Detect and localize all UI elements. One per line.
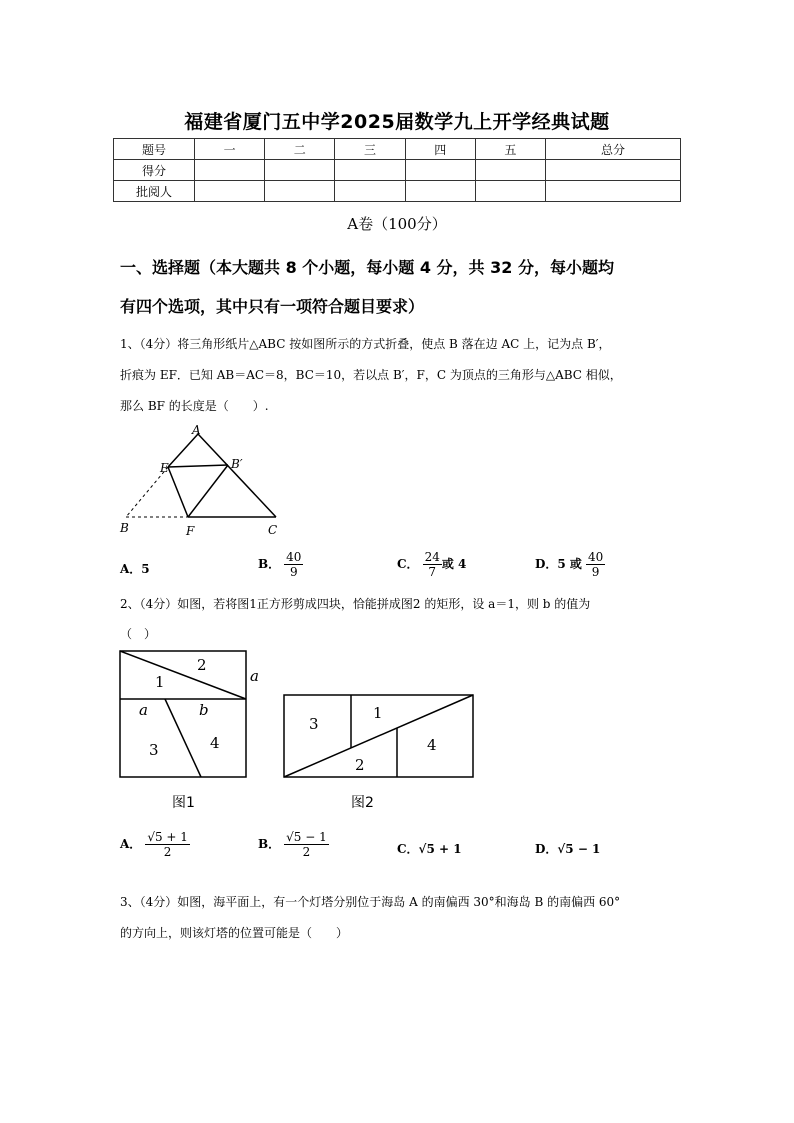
numerator: 40 [587, 550, 604, 564]
numerator: 40 [286, 550, 302, 564]
q3-line1: 3、（4分）如图，海平面上，有一个灯塔分别位于海岛 A 的南偏西 30°和海岛 B 的南偏西 60° [120, 895, 621, 909]
q2-line1: 2、（4分）如图，若将图1正方形剪成四块，恰能拼成图2 的矩形，设 a＝1，则 b 的值为 [120, 597, 591, 611]
fraction [586, 550, 605, 579]
q1-option-c[interactable] [397, 550, 466, 579]
option-suffix: 或 4 [441, 557, 467, 571]
q2-option-c[interactable]: C．√5 + 1 [397, 842, 462, 856]
fig2-piece-1: 1 [373, 704, 383, 722]
table-cell [475, 160, 545, 181]
option-prefix: D．5 或 [535, 557, 582, 571]
fig1-caption: 图1 [172, 795, 195, 811]
table-cell: 得分 [114, 160, 195, 181]
label-a: A [192, 423, 201, 437]
fig1-label-a-top: a [139, 701, 148, 719]
denominator: 2 [302, 845, 311, 859]
denominator: 7 [428, 565, 437, 579]
table-cell [475, 181, 545, 202]
option-prefix: C． [397, 557, 419, 571]
option-prefix: B． [258, 837, 281, 851]
table-cell: 总分 [546, 139, 681, 160]
fold-line-ef [168, 467, 188, 517]
table-cell: 五 [475, 139, 545, 160]
option-prefix: B． [258, 557, 281, 571]
q1-option-b[interactable] [258, 550, 303, 579]
table-cell [265, 181, 335, 202]
score-table-row [114, 160, 681, 181]
table-cell: 题号 [114, 139, 195, 160]
q2-option-a[interactable] [120, 830, 190, 859]
table-cell: 二 [265, 139, 335, 160]
label-b-prime: B′ [231, 457, 243, 471]
fig1-slant-cut [165, 699, 201, 777]
table-cell: 四 [405, 139, 475, 160]
page-title: 福建省厦门五中学2025届数学九上开学经典试题 [184, 111, 610, 133]
numerator: √5 − 1 [286, 830, 327, 844]
fig1-piece-1: 1 [155, 673, 165, 691]
fig2-piece-4: 4 [427, 736, 437, 754]
q2-line2: （ ） [120, 627, 157, 641]
numerator: √5 + 1 [147, 830, 188, 844]
table-cell [405, 181, 475, 202]
fig1-label-b-top: b [199, 701, 209, 719]
label-c: C [268, 523, 278, 537]
q2-option-d[interactable]: D．√5 − 1 [535, 842, 601, 856]
label-b: B [120, 521, 129, 535]
fig2-piece-3: 3 [309, 715, 319, 733]
q1-line2: 折痕为 EF．已知 AB＝AC＝8，BC＝10，若以点 B′，F，C 为顶点的三角形与△ABC 相似， [120, 368, 622, 382]
denominator: 2 [163, 845, 172, 859]
fig1-piece-2: 2 [197, 656, 207, 674]
table-cell [405, 160, 475, 181]
part1-heading-line2: 有四个选项，其中只有一项符合题目要求） [120, 297, 425, 316]
side-ac [198, 434, 276, 517]
score-table [113, 138, 681, 202]
denominator: 9 [289, 565, 298, 579]
label-e: E [160, 461, 169, 475]
fraction [423, 550, 442, 579]
table-cell [546, 160, 681, 181]
table-cell [546, 181, 681, 202]
fig2-piece-2: 2 [355, 756, 365, 774]
table-cell [335, 181, 405, 202]
numerator: 24 [424, 550, 440, 564]
q2-option-b[interactable] [258, 830, 329, 859]
segment-fb-prime [188, 465, 228, 517]
part1-heading-line1: 一、选择题（本大题共 8 个小题，每小题 4 分，共 32 分，每小题均 [120, 258, 614, 277]
fig1-label-a-side: a [250, 667, 259, 685]
fig1-piece-3: 3 [149, 741, 159, 759]
label-f: F [186, 524, 195, 538]
q3-line2: 的方向上，则该灯塔的位置可能是（ ） [120, 926, 349, 940]
q1-triangle-figure [110, 422, 300, 542]
segment-eb-prime [168, 465, 228, 467]
table-cell [195, 160, 265, 181]
fig1-diagonal-cut [120, 651, 246, 699]
q2-figures [115, 645, 485, 815]
denominator: 9 [591, 565, 600, 579]
fraction [284, 830, 329, 859]
q1-line3: 那么 BF 的长度是（ ）. [120, 399, 269, 413]
table-cell: 批阅人 [114, 181, 195, 202]
score-table-row [114, 181, 681, 202]
fig1-piece-4: 4 [210, 734, 220, 752]
table-cell [265, 160, 335, 181]
option-prefix: A． [120, 837, 142, 851]
fraction [145, 830, 190, 859]
score-table-header-row [114, 139, 681, 160]
q1-option-d[interactable] [535, 550, 605, 579]
table-cell: 三 [335, 139, 405, 160]
table-cell [335, 160, 405, 181]
q1-line1: 1、（4分）将三角形纸片△ABC 按如图所示的方式折叠，使点 B 落在边 AC 上，记为点 B′， [120, 337, 611, 351]
section-a-label: A卷（100分） [347, 215, 447, 233]
side-ae [168, 434, 198, 467]
table-cell: 一 [195, 139, 265, 160]
q1-option-a[interactable]: A．5 [120, 562, 150, 576]
table-cell [195, 181, 265, 202]
fraction [284, 550, 303, 579]
fig2-caption: 图2 [351, 795, 374, 811]
